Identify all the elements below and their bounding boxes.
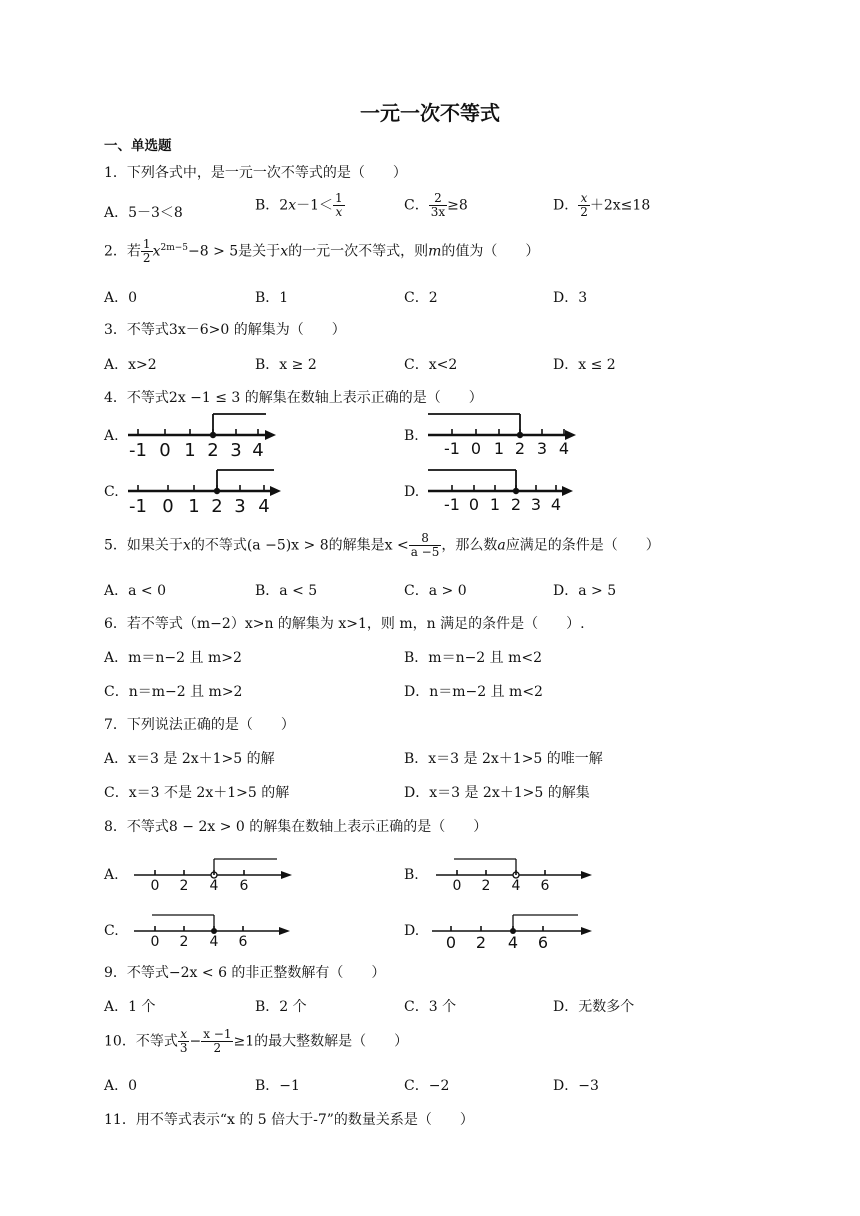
question-9-stem: 9．不等式−2x < 6 的非正整数解有（ ） <box>104 965 386 981</box>
question-11-stem: 11．用不等式表示“x 的 5 倍大于-7”的数量关系是（ ） <box>104 1112 474 1128</box>
question-7-stem: 7．下列说法正确的是（ ） <box>104 717 295 733</box>
q7-option-b: B．x＝3 是 2x＋1>5 的唯一解 <box>404 751 603 767</box>
q5-option-a: A．a < 0 <box>104 583 166 599</box>
tick-label: 6 <box>537 933 549 950</box>
tick-label: 4 <box>550 495 562 514</box>
question-2-stem: 2．若 $\frac{1}{2}$ $x^{2m-5}-8 > 5$是关于x的一元一次不等式，则m的值为（ ） <box>104 237 540 266</box>
q8-number-line-a <box>130 852 295 894</box>
tick-label: 0 <box>159 440 171 458</box>
question-4-stem: 4．不等式2x −1 ≤ 3 的解集在数轴上表示正确的是（ ） <box>104 390 483 406</box>
tick-label: -1 <box>444 495 460 514</box>
q1-option-b: B．2x－1＜ $\frac{1}{x}$ <box>255 191 343 220</box>
q4-number-line-c <box>124 464 284 514</box>
q6-option-c: C．n＝m−2 且 m>2 <box>104 684 243 700</box>
q1-option-a: A．5－3＜8 <box>104 205 183 221</box>
page-title: 一元一次不等式 <box>360 101 500 125</box>
q1-option-d: D． $\frac{x}{2}$ ＋2x≤18 <box>553 191 651 220</box>
q8-number-line-d <box>428 908 593 950</box>
tick-label: -1 <box>129 440 147 458</box>
q2-option-d: D．3 <box>553 290 588 306</box>
tick-label: 2 <box>481 878 491 894</box>
tick-label: 0 <box>162 496 174 514</box>
tick-label: 4 <box>507 933 519 950</box>
q4-number-line-d <box>424 464 584 514</box>
tick-label: 1 <box>489 495 501 514</box>
question-8-stem: 8．不等式8 − 2x > 0 的解集在数轴上表示正确的是（ ） <box>104 819 488 835</box>
q9-option-d: D．无数多个 <box>553 999 635 1015</box>
q3-option-c: C．x<2 <box>404 357 458 373</box>
tick-label: 2 <box>179 878 189 894</box>
tick-label: -1 <box>444 439 460 458</box>
question-6-stem: 6．若不等式（m−2）x>n 的解集为 x>1，则 m，n 满足的条件是（ ）. <box>104 616 585 632</box>
q4-option-b-label: B. <box>404 428 419 444</box>
tick-label: 6 <box>239 878 249 894</box>
question-10-stem: 10．不等式 $\frac{x}{3}$ − $\frac{x -1}{2}$ ≥1的最大整数解是（ ） <box>104 1027 409 1056</box>
q8-option-a-label: A. <box>104 867 119 883</box>
q4-number-line-a <box>124 408 284 458</box>
tick-label: 4 <box>252 440 264 458</box>
q8-number-line-b <box>432 852 597 894</box>
tick-label: 2 <box>514 439 526 458</box>
tick-label: 4 <box>209 934 219 950</box>
tick-label: -1 <box>129 496 147 514</box>
tick-label: 2 <box>207 440 219 458</box>
q10-option-a: A．0 <box>104 1078 138 1094</box>
tick-label: 2 <box>179 934 189 950</box>
tick-label: 3 <box>536 439 548 458</box>
q9-option-c: C．3 个 <box>404 999 457 1015</box>
q2-option-a: A．0 <box>104 290 138 306</box>
tick-label: 4 <box>558 439 570 458</box>
q6-option-a: A．m＝n−2 且 m>2 <box>104 650 242 666</box>
q8-option-d-label: D. <box>404 923 420 939</box>
tick-label: 3 <box>530 495 542 514</box>
q4-option-d-label: D. <box>404 484 420 500</box>
q3-option-d: D．x ≤ 2 <box>553 357 616 373</box>
tick-label: 1 <box>493 439 505 458</box>
tick-label: 2 <box>475 933 487 950</box>
section-heading: 一、单选题 <box>104 138 172 154</box>
tick-label: 0 <box>445 933 457 950</box>
q2-option-b: B．1 <box>255 290 289 306</box>
q8-option-c-label: C. <box>104 923 119 939</box>
tick-label: 2 <box>211 496 223 514</box>
tick-label: 4 <box>209 878 219 894</box>
q5-option-c: C．a > 0 <box>404 583 467 599</box>
q3-option-b: B．x ≥ 2 <box>255 357 317 373</box>
tick-label: 3 <box>234 496 246 514</box>
q6-option-b: B．m＝n−2 且 m<2 <box>404 650 543 666</box>
q10-option-c: C．−2 <box>404 1078 450 1094</box>
tick-label: 3 <box>230 440 242 458</box>
q8-option-b-label: B. <box>404 867 419 883</box>
q7-option-c: C．x＝3 不是 2x＋1>5 的解 <box>104 785 290 801</box>
q4-option-c-label: C. <box>104 484 119 500</box>
question-3-stem: 3．不等式3x－6>0 的解集为（ ） <box>104 322 346 338</box>
q6-option-d: D．n＝m−2 且 m<2 <box>404 684 543 700</box>
tick-label: 6 <box>540 878 550 894</box>
q2-option-c: C．2 <box>404 290 438 306</box>
tick-label: 2 <box>510 495 522 514</box>
q8-number-line-c <box>130 908 295 950</box>
tick-label: 1 <box>188 496 200 514</box>
tick-label: 1 <box>184 440 196 458</box>
q9-option-a: A．1 个 <box>104 999 156 1015</box>
question-5-stem: 5．如果关于x的不等式(a −5)x > 8的解集是x < $\frac{8}{a -5}$ ，那么数a应满足的条件是（ ） <box>104 531 660 560</box>
tick-label: 0 <box>470 439 482 458</box>
q9-option-b: B．2 个 <box>255 999 307 1015</box>
q4-option-a-label: A. <box>104 428 119 444</box>
tick-label: 0 <box>468 495 480 514</box>
tick-label: 6 <box>238 934 248 950</box>
tick-label: 0 <box>452 878 462 894</box>
q10-option-d: D．−3 <box>553 1078 599 1094</box>
tick-label: 4 <box>511 878 521 894</box>
q4-number-line-b <box>424 408 584 458</box>
q7-option-d: D．x＝3 是 2x＋1>5 的解集 <box>404 785 590 801</box>
tick-label: 0 <box>150 878 160 894</box>
question-1-stem: 1．下列各式中，是一元一次不等式的是（ ） <box>104 165 407 181</box>
q10-option-b: B．−1 <box>255 1078 300 1094</box>
q5-option-b: B．a < 5 <box>255 583 318 599</box>
tick-label: 0 <box>150 934 160 950</box>
q7-option-a: A．x＝3 是 2x＋1>5 的解 <box>104 751 275 767</box>
q1-option-c: C． $\frac{2}{3x}$ ≥8 <box>404 191 468 220</box>
tick-label: 4 <box>258 496 270 514</box>
q5-option-d: D．a > 5 <box>553 583 617 599</box>
q3-option-a: A．x>2 <box>104 357 157 373</box>
